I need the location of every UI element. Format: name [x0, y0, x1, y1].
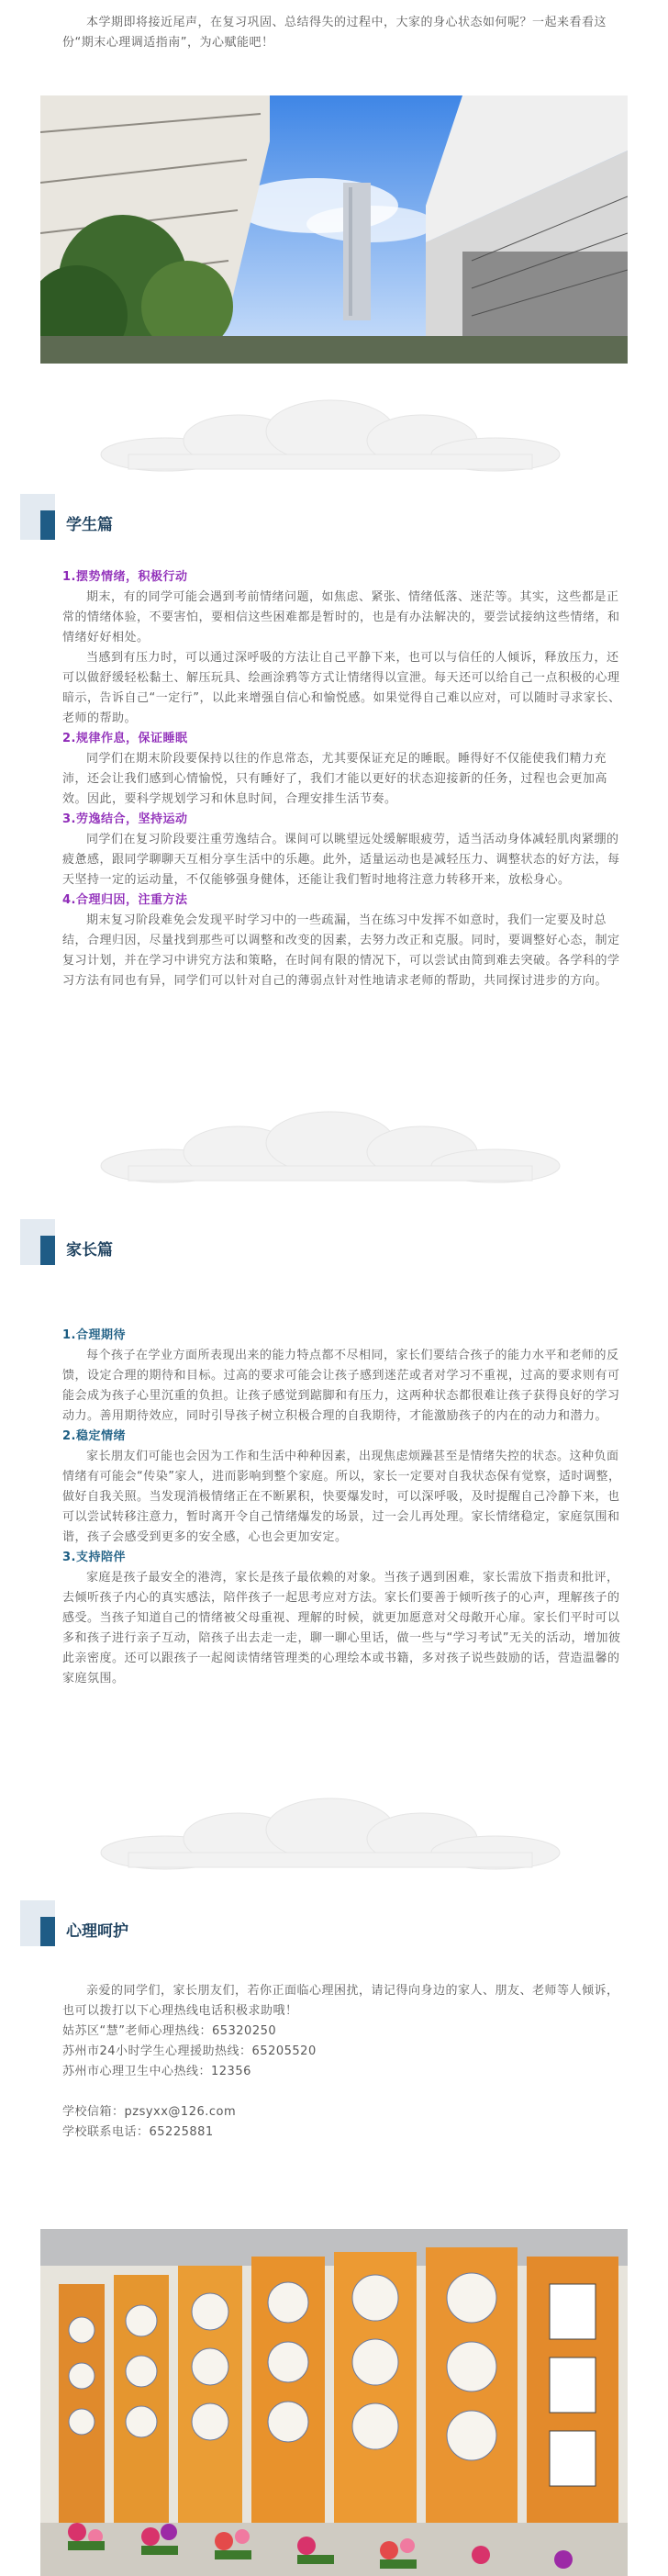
section-accent-bar: [40, 1236, 55, 1265]
spacer: [62, 2082, 624, 2102]
students-paragraph: 同学们在期末阶段要保持以往的作息常态，尤其要保证充足的睡眠。睡得好不仅能使我们精力充沛，还会让我们感到心情愉悦，只有睡好了，我们才能以更好的状态迎接新的任务，过程也会更加高效。因此，要科学规划学习和休息时间，合理安排生活节奏。: [62, 752, 608, 806]
parents-content: [62, 1326, 624, 1689]
cloud-decoration-icon: [0, 1102, 668, 1186]
gallery-photo-illustration: [40, 2229, 628, 2576]
students-heading-1: 1.摆势情绪，积极行动: [62, 570, 188, 584]
students-heading-4: 4.合理归因，注重方法: [62, 893, 188, 907]
students-paragraph: 期末，有的同学可能会遇到考前情绪问题，如焦虑、紧张、情绪低落、迷茫等。其实，这些都是正常的情绪体验，不要害怕，要相信这些困难都是暂时的，也是有办法解决的，要尝试接纳这些情绪，和情绪好好相处。: [62, 590, 620, 644]
section-title: 学生篇: [66, 516, 113, 534]
school-phone: 学校联系电话：65225881: [62, 2125, 214, 2139]
parents-heading-2: 2.稳定情绪: [62, 1429, 126, 1443]
parents-paragraph: 家庭是孩子最安全的港湾，家长是孩子最依赖的对象。当孩子遇到困难，家长需放下指责和批评，去倾听孩子内心的真实感法，陪伴孩子一起思考应对方法。家长们要善于倾听孩子的心声，理解孩子的感受。当孩子知道自己的情绪被父母重视、理解的时候，就更加愿意对父母敞开心扉。家长们平时可以多和孩子进行亲子互动，陪孩子出去走一走，聊一聊心里话，做一些与“学习考试”无关的活动，增加彼此亲密度。还可以跟孩子一起阅读情绪管理类的心理绘本或书籍，多对孩子说些鼓励的话，营造温馨的家庭氛围。: [62, 1571, 621, 1686]
section-title: 家长篇: [66, 1241, 113, 1260]
cloud-divider: [0, 1102, 668, 1186]
parents-paragraph: 每个孩子在学业方面所表现出来的能力特点都不尽相同，家长们要结合孩子的能力水平和老师的反馈，设定合理的期待和目标。过高的要求可能会让孩子感到迷茫或者对学习不重视，过高的要求则有可能会成为孩子心里沉重的负担。让孩子感觉到踮脚和有压力，这两种状态都很难让孩子获得良好的学习动力。善用期待效应，同时引导孩子树立积极合理的自我期待，才能激励孩子的内在的动力和潜力。: [62, 1349, 620, 1423]
students-content: [62, 567, 624, 991]
hotline-content: [62, 1981, 624, 2143]
students-paragraph: 期末复习阶段难免会发现平时学习中的一些疏漏，当在练习中发挥不如意时，我们一定要及时总结，合理归因，尽量找到那些可以调整和改变的因素，去努力改正和克服。同时，要调整好心态，制定复习计划，并在学习中讲究方法和策略，在时间有限的情况下，可以尝试由简到难去突破。各学科的学习方法有同也有异，同学们可以针对自己的薄弱点针对性地请求老师的帮助，共同探讨进步的方向。: [62, 913, 620, 988]
hero-photo-illustration: [40, 95, 628, 364]
cloud-divider: [0, 390, 668, 475]
section-header-parents: [20, 1219, 662, 1265]
section-title: 心理呵护: [66, 1922, 128, 1941]
hotline-line: 苏州市心理卫生中心热线：12356: [62, 2065, 251, 2078]
section-header-hotline: [20, 1900, 662, 1946]
students-paragraph: 当感到有压力时，可以通过深呼吸的方法让自己平静下来，也可以与信任的人倾诉，释放压力，还可以做舒缓轻松黏土、解压玩具、绘画涂鸦等方式让情绪得以宣泄。每天还可以给自己一点积极的心理暗示，告诉自己“一定行”，以此来增强自信心和愉悦感。如果觉得自己难以应对，可以随时寻求家长、老师的帮助。: [62, 651, 621, 725]
cloud-decoration-icon: [0, 1788, 668, 1873]
hotline-intro: 亲爱的同学们，家长朋友们，若你正面临心理困扰，请记得向身边的家人、朋友、老师等人倾诉，也可以拨打以下心理热线电话积极求助哦！: [62, 1984, 619, 2018]
students-heading-2: 2.规律作息，保证睡眠: [62, 732, 188, 745]
section-accent-bar: [40, 1917, 55, 1946]
section-header-students: [20, 494, 662, 540]
gallery-photo: [40, 2229, 628, 2576]
school-email: 学校信箱：pzsyxx@126.com: [62, 2105, 237, 2119]
parents-heading-3: 3.支持陪伴: [62, 1551, 126, 1564]
students-paragraph: 同学们在复习阶段要注重劳逸结合。课间可以眺望远处缓解眼疲劳，适当活动身体减轻肌肉紧绷的疲惫感，跟同学聊聊天互相分享生活中的乐趣。此外，适量运动也是减轻压力、调整状态的好方法，每天坚持一定的运动量，不仅能够强身健体，还能让我们暂时地将注意力转移开来，放松身心。: [62, 833, 620, 887]
section-accent-bar: [40, 510, 55, 540]
parents-heading-1: 1.合理期待: [62, 1328, 126, 1342]
intro-text: 本学期即将接近尾声，在复习巩固、总结得失的过程中，大家的身心状态如何呢？一起来看看这份“期末心理调适指南”，为心赋能吧！: [62, 16, 607, 50]
hotline-line: 姑苏区“慧”老师心理热线：65320250: [62, 2024, 277, 2038]
cloud-divider: [0, 1788, 668, 1873]
students-heading-3: 3.劳逸结合，坚持运动: [62, 812, 188, 826]
parents-paragraph: 家长朋友们可能也会因为工作和生活中种种因素，出现焦虑烦躁甚至是情绪失控的状态。这种负面情绪有可能会“传染”家人，进而影响到整个家庭。所以，家长一定要对自我状态保有觉察，适时调整，做好自我关照。当发现消极情绪正在不断累积，快要爆发时，可以深呼吸，及时提醒自己冷静下来，也可以尝试转移注意力，暂时离开令自己情绪爆发的场景，过一会儿再处理。家长情绪稳定，家庭氛围和谐，孩子会感受到更多的安全感，心也会更加安定。: [62, 1450, 621, 1544]
cloud-decoration-icon: [0, 390, 668, 475]
hero-photo: [40, 95, 628, 364]
hotline-line: 苏州市24小时学生心理援助热线：65205520: [62, 2044, 317, 2058]
